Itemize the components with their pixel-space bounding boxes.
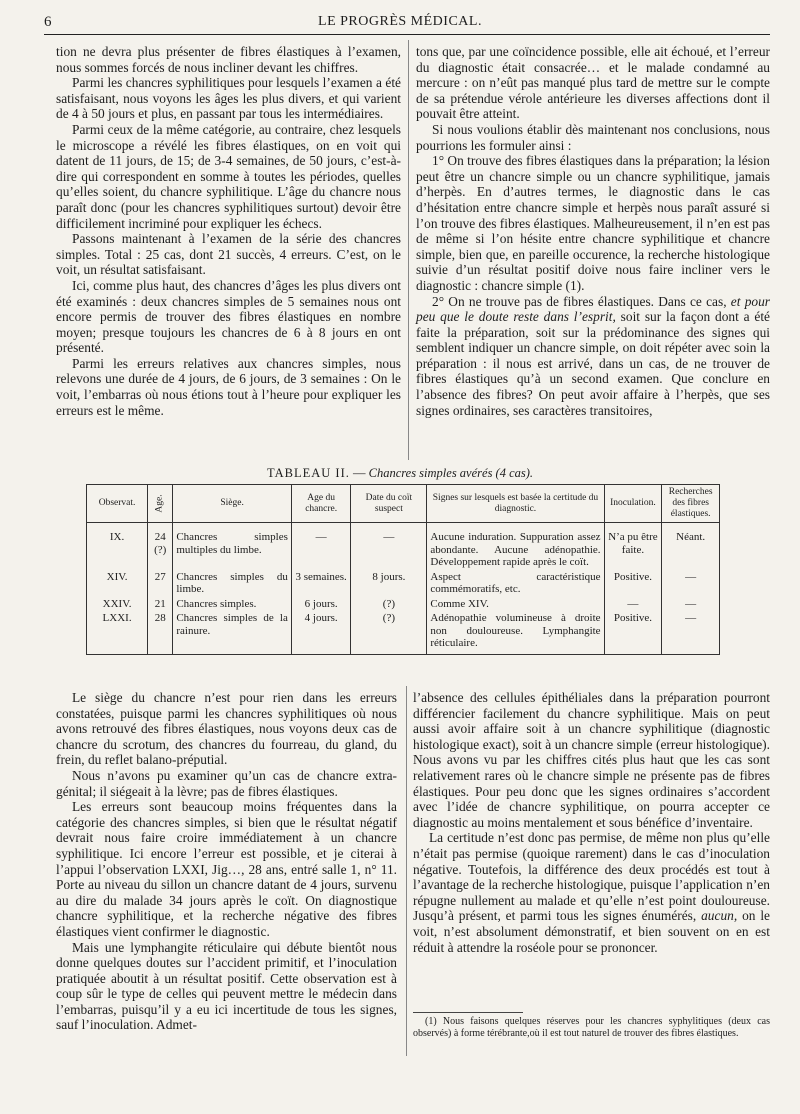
cell-date: 8 jours. xyxy=(351,570,427,597)
cell-siege: Chancres simples du limbe. xyxy=(173,570,292,597)
conclusion-point-2 xyxy=(416,294,770,419)
table-row xyxy=(87,523,720,570)
paragraph-text-end: on le voit, n’est absolument démonstratif, et bien souvent on en est réduit à attendre la roséole pour se prononcer. xyxy=(413,908,770,955)
paragraph: Si nous voulions établir dès maintenant nos conclusions, nous pourrions les formuler ainsi : xyxy=(416,121,770,153)
cell-observat: IX. xyxy=(87,523,148,570)
cell-inoculation: Positive. xyxy=(604,611,662,654)
cell-duree: 4 jours. xyxy=(291,611,351,654)
header-inoculation: Inoculation. xyxy=(604,485,662,523)
cell-recherches: — xyxy=(662,570,720,597)
table-caption xyxy=(0,466,800,481)
paragraph: Les erreurs sont beaucoup moins fréquentes dans la catégorie des chancres simples, si bien que le résultat négatif devrait nous faire croire immédiatement à un chancre syphilitique. Ici encore l’erreur est possible, et je citerai à l’appui l’observation LXXI, Jig…, 28 ans, entré salle 1, n° 11. Porte au niveau du sillon un chancre datant de 4 jours, survenu au dire du malade 34 jours après le coït. On diagnostique chancre syphilitique, et la recherche négative des fibres élastiques vient confirmer le diagnostic. xyxy=(56,799,397,939)
point2-emphasis: et pour peu que le doute reste dans l’esprit, xyxy=(416,293,770,325)
paragraph: Passons maintenant à l’examen de la série des chancres simples. Total : 25 cas, dont 21 succès, 4 erreurs. C’est, on le voit, un résultat satisfaisant. xyxy=(56,231,401,278)
paragraph: Le siège du chancre n’est pour rien dans les erreurs constatées, puisque parmi les chancres syphilitiques où nous avons retrouvé des fibres élastiques, nous voyons deux cas de chancre du scrotum, des chancres du fourreau, du gland, du frein, du reflet balano-préputial. xyxy=(56,690,397,768)
header-age-text: Age. xyxy=(154,494,165,513)
cell-date: (?) xyxy=(351,597,427,612)
conclusion-point-1: 1° On trouve des fibres élastiques dans la préparation; la lésion peut être un chancre simple ou un chancre syphilitique, jamais d’herpès. En d’autres termes, le diagnostic dans le cas d’hésitation entre chancre simple et herpès nous paraît assuré si l’on trouve des fibres élastiques. Malheureusement, il n’en est pas de même si l’on hésite entre chancre syphilitique et chancre simple, bien que, en pareille occurence, la recherche histologique suivie d’un résultat positif doive nous faire incliner vers le diagnostic : chancre simple (1). xyxy=(416,153,770,293)
table-row xyxy=(87,611,720,654)
cell-recherches: — xyxy=(662,611,720,654)
paragraph: Parmi ceux de la même catégorie, au contraire, chez lesquels le microscope a révélé les fibres élastiques, on en voit qui datent de 11 jours, de 15; de 3-4 semaines, de 50 jours, c’est-à-dire qui correspondent en somme à toutes les périodes, quelles qu’elles soient, du chancre syphilitique. L’âge du chancre nous paraît donc (pour les chancres syphilitiques surtout) devoir être difficilement incriminé pour expliquer les échecs. xyxy=(56,121,401,231)
column-rule xyxy=(406,686,407,1056)
journal-title: LE PROGRÈS MÉDICAL. xyxy=(318,14,482,29)
cell-age: 21 xyxy=(148,597,173,612)
cell-siege: Chancres simples multiples du limbe. xyxy=(173,523,292,570)
bottom-right-column xyxy=(413,690,770,955)
emphasis-aucun: aucun, xyxy=(701,908,738,924)
cell-signes: Comme XIV. xyxy=(427,597,604,612)
cell-duree: 3 semaines. xyxy=(291,570,351,597)
paragraph: Mais une lymphangite réticulaire qui débute bientôt nous donne quelques doutes sur l’accident primitif, et l’inoculation pratiquée aboutit à un résultat positif. Cette observation est à coup sûr le type de celles qui peuvent mettre le médecin dans l’embarras, puisqu’il y a eu ici incertitude de tous les signes, sauf l’inoculation. Admet- xyxy=(56,939,397,1033)
cell-signes: Aspect caractéristique commémoratifs, etc. xyxy=(427,570,604,597)
column-rule xyxy=(408,40,409,460)
cell-signes: Adénopathie volumineuse à droite non douloureuse. Lymphangite réticulaire. xyxy=(427,611,604,654)
header-recherches: Recherches des fibres élastiques. xyxy=(662,485,720,523)
cell-inoculation: Positive. xyxy=(604,570,662,597)
header-age xyxy=(148,485,173,523)
cell-inoculation: N’a pu être faite. xyxy=(604,523,662,570)
cell-signes: Aucune induration. Suppuration assez abondante. Aucune adénopathie. Développement rapide après le coït. xyxy=(427,523,604,570)
paragraph: l’absence des cellules épithéliales dans la préparation pourront différencier facilement du chancre syphilitique. Mais on peut aussi avoir affaire soit à un chancre syphilitique (diagnostic histologique exact), soit à un chancre simple (erreur histologique). Nous avons vu par les chiffres cités plus haut que les cas sont relativement rares où le chancre simple ne présente pas de fibres élastiques. Pour peu donc que les signes ordinaires s’accordent avec l’idée de chancre syphilitique, on pourra accepter ce diagnostic au moins mentalement et sous bénéfice d’inventaire. xyxy=(413,690,770,830)
page-number: 6 xyxy=(44,14,52,30)
footnote-rule xyxy=(413,1012,523,1013)
paragraph: tion ne devra plus présenter de fibres élastiques à l’examen, nous sommes forcés de nous incliner devant les chiffres. xyxy=(56,44,401,75)
header-duree: Age du chancre. xyxy=(291,485,351,523)
header-siege: Siège. xyxy=(173,485,292,523)
top-left-column xyxy=(56,44,401,418)
cell-age: 24 (?) xyxy=(148,523,173,570)
paragraph: Ici, comme plus haut, des chancres d’âges les plus divers ont été examinés : deux chancres simples de 5 semaines nous ont encore permis de trouver des fibres élastiques en nombre moyen; presque toujours les chancres de 6 à 8 jours en ont présenté. xyxy=(56,277,401,356)
header-signes: Signes sur lesquels est basée la certitude du diagnostic. xyxy=(427,485,604,523)
paragraph: Parmi les chancres syphilitiques pour lesquels l’examen a été satisfaisant, nous voyons les âges les plus divers, et qui varient de 4 à 50 jours et plus, en passant par tous les intermédiaires. xyxy=(56,75,401,122)
table-header-row xyxy=(87,485,720,523)
point2-start: 2° On ne trouve pas de fibres élastiques. Dans ce cas, xyxy=(432,293,727,309)
cell-recherches: Néant. xyxy=(662,523,720,570)
cell-age: 28 xyxy=(148,611,173,654)
paragraph: Nous n’avons pu examiner qu’un cas de chancre extra-génital; il siégeait à la lèvre; pas de fibres élastiques. xyxy=(56,767,397,799)
cell-observat: XXIV. xyxy=(87,597,148,612)
cell-date: (?) xyxy=(351,611,427,654)
cell-siege: Chancres simples de la rainure. xyxy=(173,611,292,654)
paragraph xyxy=(413,830,770,955)
top-right-column xyxy=(416,44,770,418)
cell-siege: Chancres simples. xyxy=(173,597,292,612)
cell-recherches: — xyxy=(662,597,720,612)
cell-date: — xyxy=(351,523,427,570)
cell-age: 27 xyxy=(148,570,173,597)
cell-observat: LXXI. xyxy=(87,611,148,654)
table-label: TABLEAU II. xyxy=(266,466,350,480)
footnote: (1) Nous faisons quelques réserves pour les chancres syphylitiques (deux cas observés) à forme térébrante,où il est tout naturel de trouver des fibres élastiques. xyxy=(413,1016,770,1039)
table-row xyxy=(87,597,720,612)
header-rule xyxy=(44,34,770,35)
cell-duree: 6 jours. xyxy=(291,597,351,612)
cell-observat: XIV. xyxy=(87,570,148,597)
table-caption-separator: — xyxy=(349,466,369,480)
cell-duree: — xyxy=(291,523,351,570)
header-observat: Observat. xyxy=(87,485,148,523)
table-title: Chancres simples avérés (4 cas). xyxy=(368,466,534,480)
header-date: Date du coït suspect xyxy=(351,485,427,523)
bottom-left-column xyxy=(56,690,397,1033)
paragraph: tons que, par une coïncidence possible, elle ait échoué, et l’erreur du diagnostic était consacrée… et le malade condamné au mercure : on n’eût pas manqué plus tard de mettre sur le compte de sa prétendue vérole antérieure les diverses affections dont il pouvait être atteint. xyxy=(416,44,770,122)
table-chancres-simples xyxy=(86,484,720,655)
cell-inoculation: — xyxy=(604,597,662,612)
paragraph: Parmi les erreurs relatives aux chancres simples, nous relevons une durée de 4 jours, de 6 jours, de 3 semaines : On le voit, l’embarras où nous étions tout à l’heure pour expliquer les erreurs est le même. xyxy=(56,355,401,418)
paragraph-text: La certitude n’est donc pas permise, de même non plus qu’elle n’était pas permise (quoique rarement) dans le cas d’inoculation négative. Toutefois, la différence des deux procédés est tout à l’avantage de la recherche histologique, puisque l’application n’en répugne nullement au malade et qu’elle n’est point douloureuse. Jusqu’à présent, et parmi tous les signes énumérés, xyxy=(413,830,770,924)
point2-end: soit sur la façon dont a été faite la préparation, soit sur la prédominance des signes qui semblent indiquer un chancre simple, on doit répéter avec soin la préparation : il nous est arrivé, dans un cas, de ne trouver de fibres élastiques qu’à un second examen. Que conclure en l’absence des fibres? On peut avoir affaire à l’herpès, que ses signes ordinaires, ses caractères transitoires, xyxy=(416,309,771,418)
table-row xyxy=(87,570,720,597)
